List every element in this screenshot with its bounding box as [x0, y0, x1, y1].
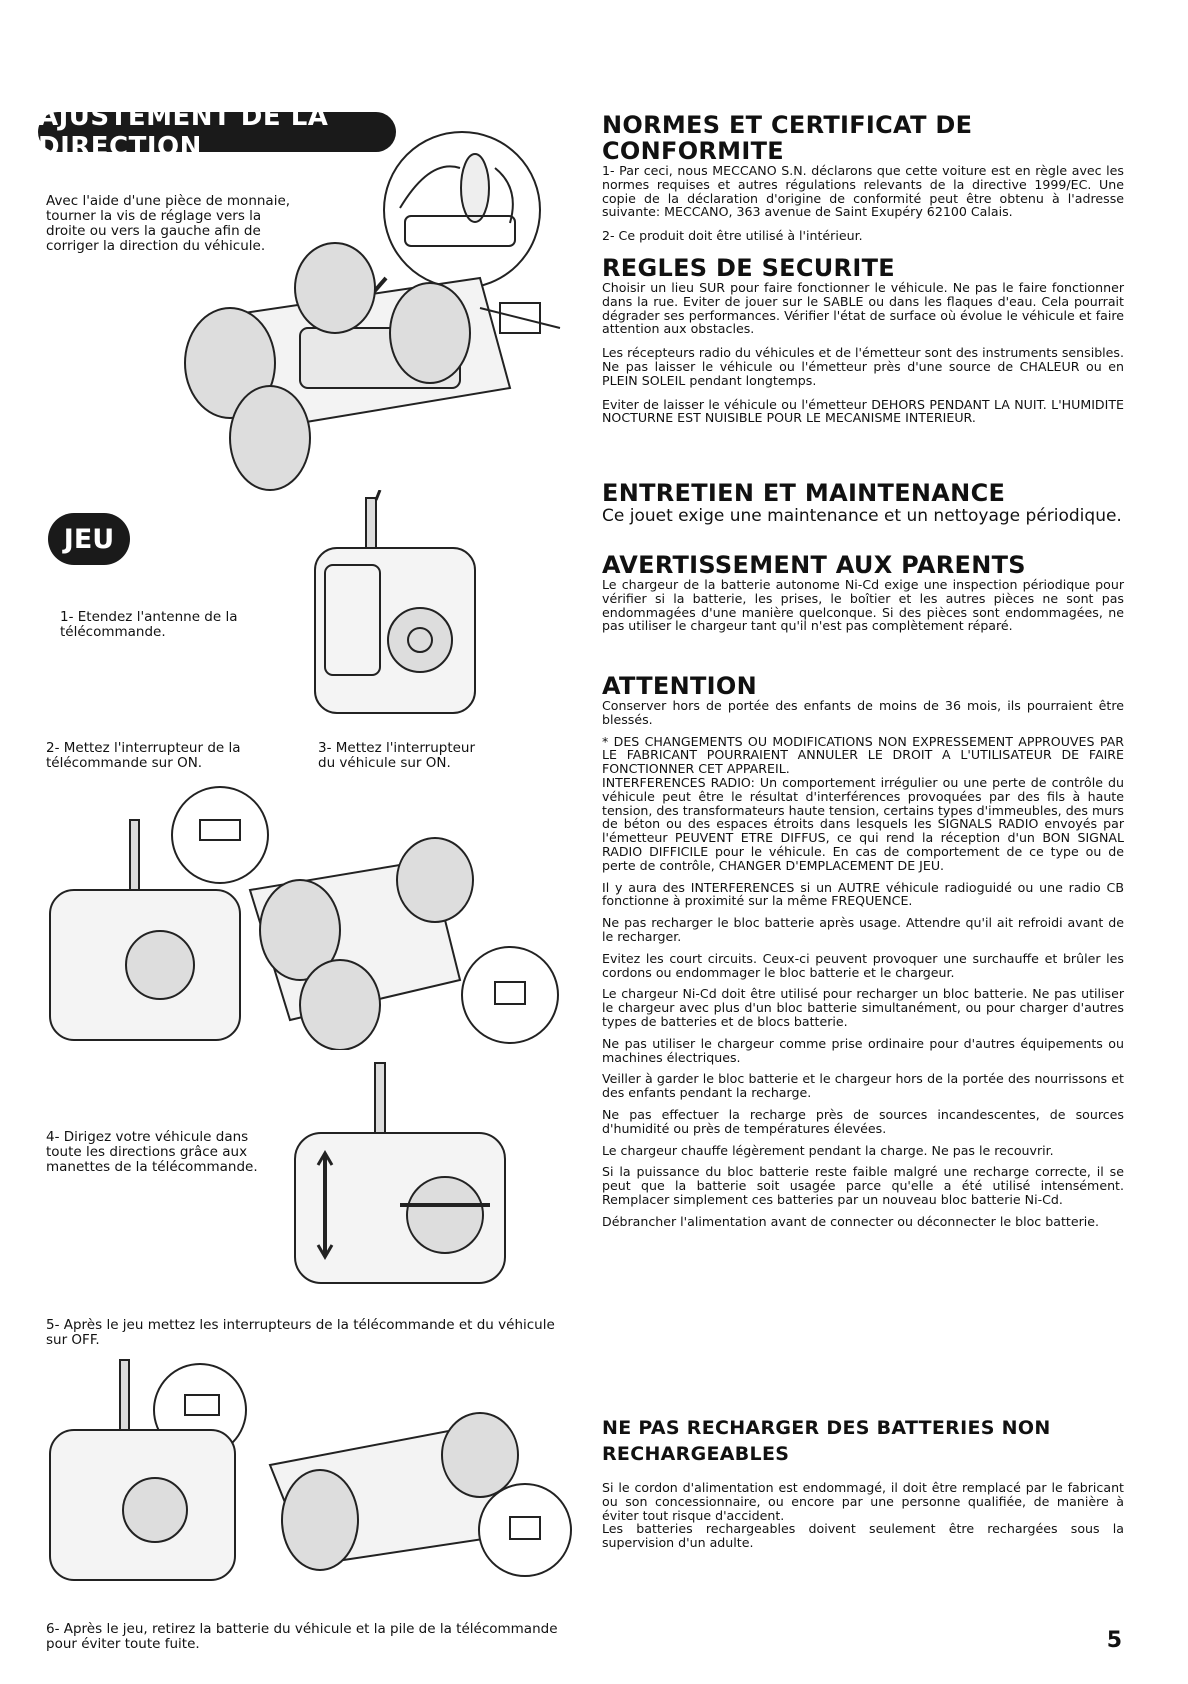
attention-paragraph-12: Si la puissance du bloc batterie reste faible malgré une recharge correcte, il se peut que la batterie soit usagée parce qu'elle a été utilisé intensément. Remplacer simplement ces batteries par un nouveau bloc batterie Ni-Cd. [602, 1164, 1124, 1207]
regles-paragraph-1: Choisir un lieu SUR pour faire fonctionner le véhicule. Ne pas le faire fonctionner dans la rue. Eviter de jouer sur le SABLE ou dans les flaques d'eau. Cela pourrait dégrader ses performances. Vérifier l'état de surface où évolue le véhicule et faire attention aux obstacles. [602, 280, 1124, 337]
normes-paragraph-2: 2- Ce produit doit être utilisé à l'intérieur. [602, 228, 863, 244]
chassis-steering-illustration [150, 128, 570, 498]
step-1: 1- Etendez l'antenne de la télécommande. [60, 609, 238, 640]
direction-instructions: Avec l'aide d'une pièce de monnaie, tourner la vis de réglage vers la droite ou vers la gauche afin de corriger la direction du véhicule. [46, 193, 291, 254]
entretien-paragraph: Ce jouet exige une maintenance et un nettoyage périodique. [602, 506, 1122, 526]
ne-pas-recharger-paragraph-2: Les batteries rechargeables doivent seulement être rechargées sous la supervision d'un adulte. [602, 1521, 1124, 1551]
section-title-normes: NORMES ET CERTIFICAT DE CONFORMITE [602, 111, 973, 165]
attention-paragraph-8: Ne pas utiliser le chargeur comme prise ordinaire pour d'autres équipements ou machines électriques. [602, 1035, 1124, 1065]
normes-paragraph-1: 1- Par ceci, nous MECCANO S.N. déclarons que cette voiture est en règle avec les normes requises et autres régulations relevants de la directive 1999/EC. Une copie de la déclaration d'origine de conformité peut être obtenu à l'adresse suivante: MECCANO, 363 avenue de Saint Exupéry 62100 Calais. [602, 163, 1124, 220]
step-4: 4- Dirigez votre véhicule dans toute les directions grâce aux manettes de la télécommande. [46, 1129, 258, 1175]
section-title-direction: AJUSTEMENT DE LA DIRECTION [38, 112, 396, 152]
regles-paragraph-3: Eviter de laisser le véhicule ou l'émetteur DEHORS PENDANT LA NUIT. L'HUMIDITE NOCTURNE EST NUISIBLE POUR LE MECANISME INTERIEUR. [602, 396, 1124, 426]
attention-paragraph-1: Conserver hors de portée des enfants de moins de 36 mois, ils pourraient être blessés. [602, 698, 1124, 727]
attention-paragraph-7: Le chargeur Ni-Cd doit être utilisé pour recharger un bloc batterie. Ne pas utiliser le chargeur avec plus d'un bloc batterie simultanément, ou pour charger d'autres types de batteries et de blocs batterie. [602, 986, 1124, 1029]
step-5: 5- Après le jeu mettez les interrupteurs de la télécommande et du véhicule sur OFF. [46, 1317, 555, 1348]
attention-paragraph-5: Ne pas recharger le bloc batterie après usage. Attendre qu'il ait refroidi avant de le recharger. [602, 915, 1124, 944]
regles-paragraph-2: Les récepteurs radio du véhicules et de l'émetteur sont des instruments sensibles. Ne pas laisser le véhicule ou l'émetteur près d'une source de CHALEUR ou en PLEIN SOLEIL pendant longtemps. [602, 345, 1124, 388]
step-3: 3- Mettez l'interrupteur du véhicule sur ON. [318, 740, 476, 771]
section-title-entretien: ENTRETIEN ET MAINTENANCE [602, 479, 1006, 507]
remote-directions-illustration [290, 1055, 520, 1285]
step-2: 2- Mettez l'interrupteur de la télécommande sur ON. [46, 740, 241, 771]
section-title-avertissement: AVERTISSEMENT AUX PARENTS [602, 551, 1026, 579]
attention-paragraph-4: Il y aura des INTERFERENCES si un AUTRE véhicule radioguidé ou une radio CB fonctionne à proximité sur la même FREQUENCE. [602, 879, 1124, 909]
attention-paragraph-3: INTERFERENCES RADIO: Un comportement irrégulier ou une perte de contrôle du véhicule peut être le résultat d'interférences provoquées par des fils à haute tension, des transformateurs haute tension, certains types d'immeubles, des murs de béton ou des espaces étroits dans lesquels les SIGNALS RADIO envoyés par l'émetteur PEUVENT ETRE DIFFUS, ce qui rend la réception d'un BON SIGNAL RADIO DIFFICILE pour le véhicule. En cas de comportement de ce type ou de perte de contrôle, CHANGER D'EMPLACEMENT DE JEU. [602, 774, 1124, 873]
attention-paragraph-9: Veiller à garder le bloc batterie et le chargeur hors de la portée des nourrissons et des enfants pendant la recharge. [602, 1071, 1124, 1101]
section-title-ne-pas-recharger: NE PAS RECHARGER DES BATTERIES NON RECHARGEABLES [602, 1417, 1051, 1465]
attention-paragraph-6: Evitez les court circuits. Ceux-ci peuvent provoquer une surchauffe et brûler les cordons ou endommager le bloc batterie et le chargeur. [602, 950, 1124, 980]
remote-and-vehicle-off-illustration [40, 1355, 580, 1585]
section-title-regles: REGLES DE SECURITE [602, 254, 895, 282]
step-6: 6- Après le jeu, retirez la batterie du véhicule et la pile de la télécommande pour éviter toute fuite. [46, 1621, 558, 1652]
attention-paragraph-13: Débrancher l'alimentation avant de connecter ou déconnecter le bloc batterie. [602, 1213, 1099, 1229]
attention-paragraph-10: Ne pas effectuer la recharge près de sources incandescentes, de sources d'humidité ou près de températures élevées. [602, 1106, 1124, 1136]
avertissement-paragraph: Le chargeur de la batterie autonome Ni-Cd exige une inspection périodique pour vérifier si la batterie, les prises, le boîtier et les autres pièces ne sont pas endommagées d'une manière quelconque. Si des pièces sont endommagées, ne pas utiliser le chargeur tant qu'il n'est pas complètement réparé. [602, 577, 1124, 634]
remote-antenna-illustration [310, 490, 490, 725]
page-number: 5 [1106, 1628, 1122, 1653]
remote-and-vehicle-on-illustration [40, 780, 580, 1050]
section-title-attention: ATTENTION [602, 672, 757, 700]
attention-paragraph-11: Le chargeur chauffe légèrement pendant la charge. Ne pas le recouvrir. [602, 1142, 1054, 1158]
section-title-jeu: JEU [48, 513, 130, 565]
ne-pas-recharger-paragraph-1: Si le cordon d'alimentation est endommagé, il doit être remplacé par le fabricant ou son concessionnaire, ou encore par une personne qualifiée, de manière à éviter tout risque d'accident. [602, 1480, 1124, 1523]
attention-paragraph-2: * DES CHANGEMENTS OU MODIFICATIONS NON EXPRESSEMENT APPROUVES PAR LE FABRICANT POURRAIENT ANNULER LE DROIT A L'UTILISATEUR DE FAIRE FONCTIONNER CET APPAREIL. [602, 733, 1124, 777]
